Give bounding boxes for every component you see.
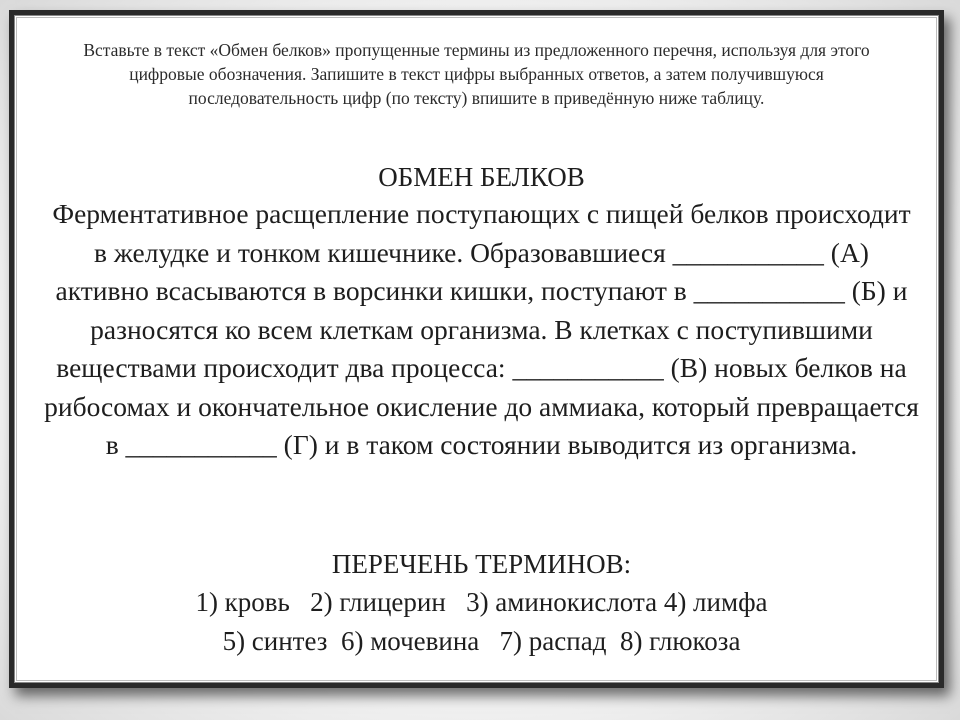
- text-title: ОБМЕН БЕЛКОВ: [378, 162, 585, 192]
- content-frame: [9, 10, 944, 688]
- term-item: 2) глицерин: [310, 587, 446, 617]
- term-item: 1) кровь: [195, 587, 290, 617]
- text-body: Ферментативное расщепление поступающих с пищей белков происходит в желудке и тонком кишечнике. Образовавшиеся ___________ (А) активно всасываются в ворсинки кишки, поступают в ___________ (Б) и разносятся ко всем клеткам организма. В клетках с поступившими веществами происходит два процесса: ___________ (В) новых белков на рибосомах и окончательное окисление до аммиака, который превращается в ___________ (Г) и в таком состоянии выводится из организма.: [44, 198, 919, 460]
- term-item: 4) лимфа: [663, 587, 768, 617]
- terms-row-2: [14, 622, 949, 660]
- term-item: 7) распад: [499, 626, 607, 656]
- term-item: 6) мочевина: [340, 626, 480, 656]
- terms-row-1: [14, 583, 949, 621]
- terms-list-title: ПЕРЕЧЕНЬ ТЕРМИНОВ:: [331, 549, 632, 579]
- term-item: 3) аминокислота: [466, 587, 658, 617]
- term-item: 8) глюкоза: [619, 626, 741, 656]
- task-instructions: Вставьте в текст «Обмен белков» пропущенные термины из предложенного перечня, используя для этого цифровые обозначения. Запишите в текст цифры выбранных ответов, а затем получившуюся последовательность цифр (по тексту) впишите в приведённую ниже таблицу.: [83, 40, 870, 108]
- term-item: 5) синтез: [222, 626, 328, 656]
